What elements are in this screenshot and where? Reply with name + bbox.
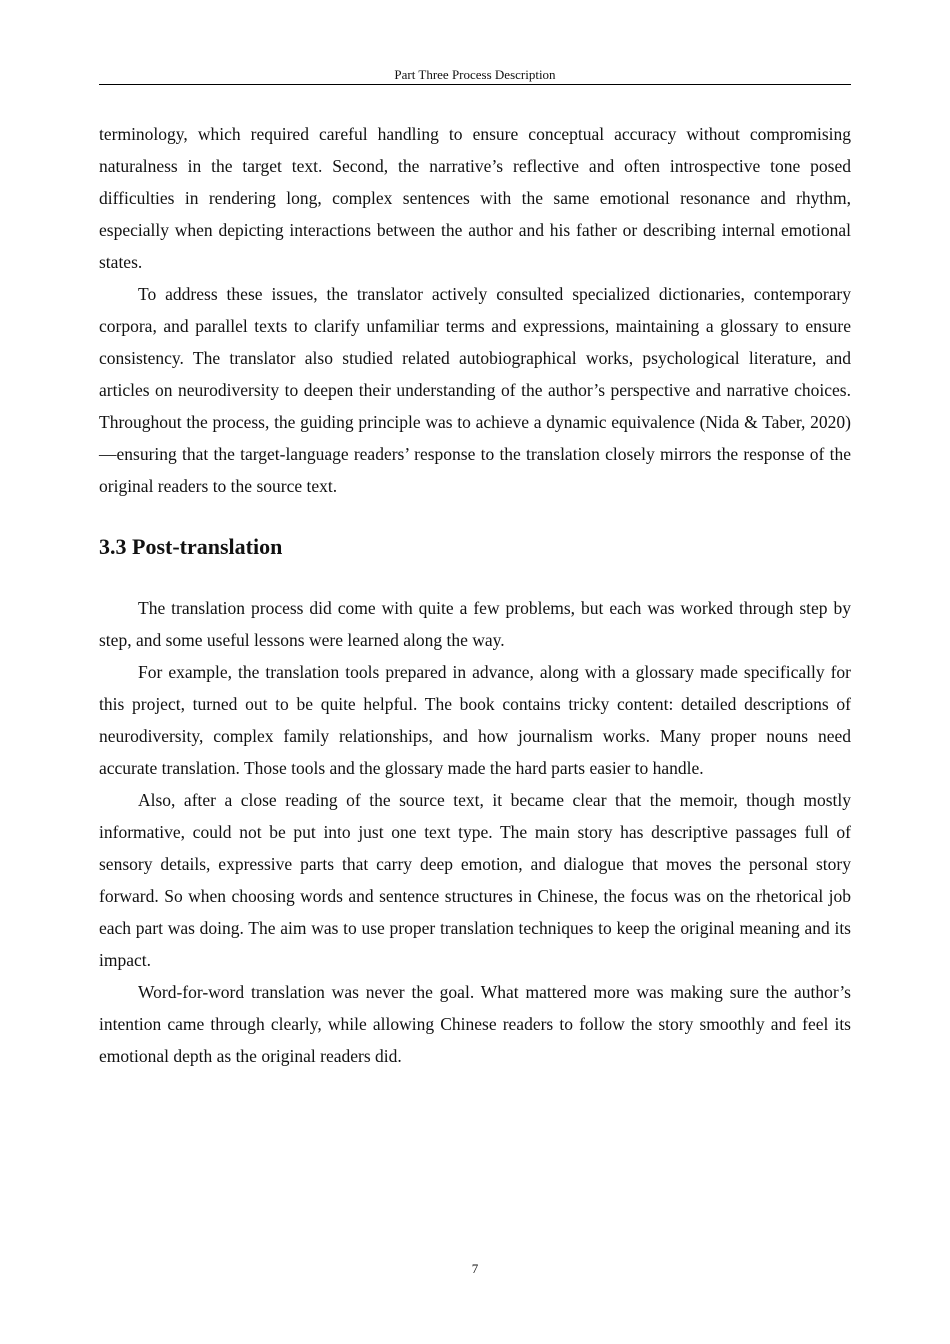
- paragraph: For example, the translation tools prepared in advance, along with a glossary made specifically for this project, turned out to be quite helpful. The book contains tricky content: detailed descriptions of neurodiversity, complex family relationships, and how journalism works. Many proper nouns need accurate translation. Those tools and the glossary made the hard parts easier to handle.: [99, 662, 851, 778]
- page-content: [99, 118, 851, 1072]
- paragraph: Also, after a close reading of the source text, it became clear that the memoir, though mostly informative, could not be put into just one text type. The main story has descriptive passages full of sensory details, expressive parts that carry deep emotion, and dialogue that moves the personal story forward. So when choosing words and sentence structures in Chinese, the focus was on the rhetorical job each part was doing. The aim was to use proper translation techniques to keep the original meaning and its impact.: [99, 790, 851, 970]
- paragraph-continued: terminology, which required careful handling to ensure conceptual accuracy without compromising naturalness in the target text. Second, the narrative’s reflective and often introspective tone posed difficulties in rendering long, complex sentences with the same emotional resonance and rhythm, especially when depicting interactions between the author and his father or describing internal emotional states.: [99, 124, 851, 272]
- section-heading: 3.3 Post-translation: [99, 534, 283, 559]
- paragraph: Word-for-word translation was never the goal. What mattered more was making sure the author’s intention came through clearly, while allowing Chinese readers to follow the story smoothly and feel its emotional depth as the original readers did.: [99, 982, 851, 1066]
- running-header-title: Part Three Process Description: [394, 67, 556, 82]
- paragraph: To address these issues, the translator actively consulted specialized dictionaries, contemporary corpora, and parallel texts to clarify unfamiliar terms and expressions, maintaining a glossary to ensure consistency. The translator also studied related autobiographical works, psychological literature, and articles on neurodiversity to deepen their understanding of the author’s perspective and narrative choices. Throughout the process, the guiding principle was to achieve a dynamic equivalence (Nida & Taber, 2020)—ensuring that the target-language readers’ response to the translation closely mirrors the response of the original readers to the source text.: [99, 284, 851, 496]
- page-number: 7: [471, 1261, 479, 1276]
- section-body: [99, 592, 851, 1072]
- paragraph: The translation process did come with quite a few problems, but each was worked through step by step, and some useful lessons were learned along the way.: [99, 598, 851, 650]
- running-header: [99, 66, 851, 85]
